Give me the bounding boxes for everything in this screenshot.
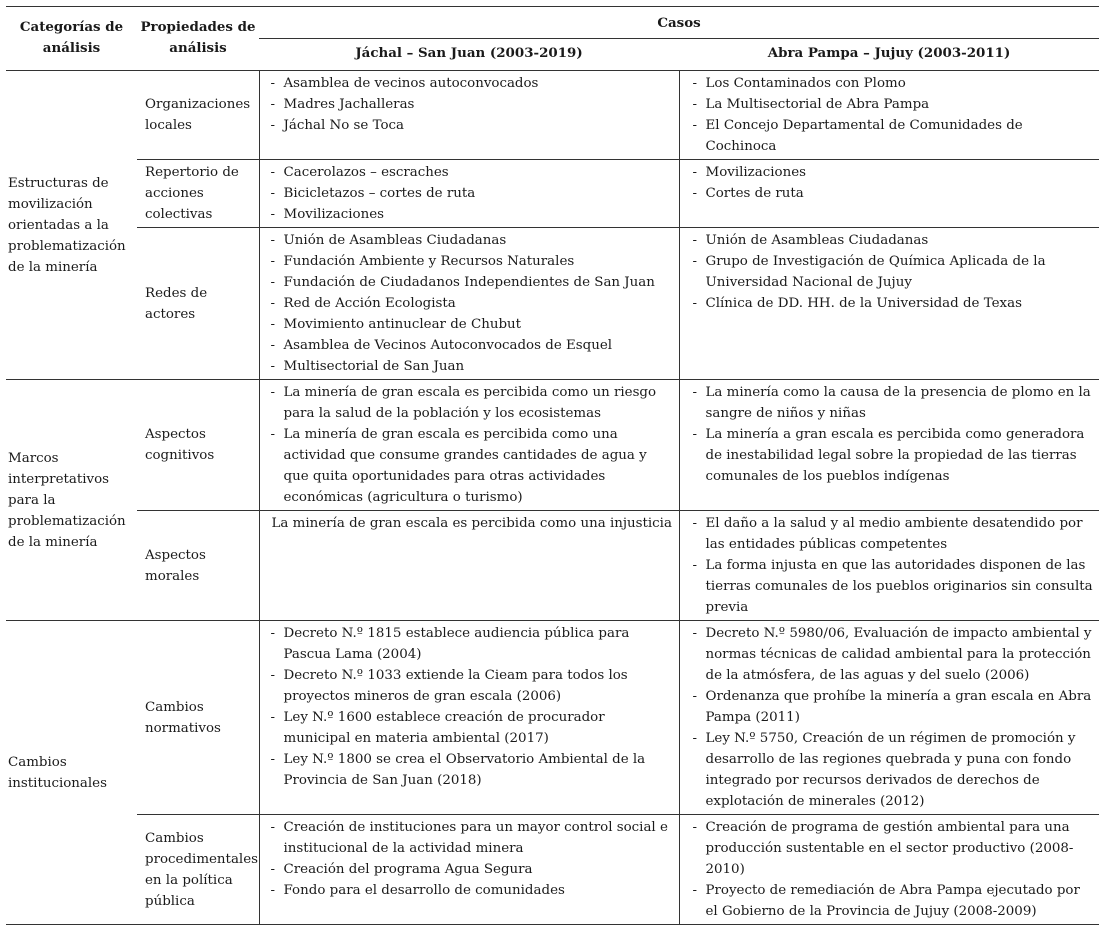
cell-text: La minería de gran escala es percibida como una injusticia [271, 516, 672, 531]
table-row [6, 160, 1099, 228]
category-label: Cambios institucionales [6, 621, 137, 925]
list-item: - Cacerolazos – escraches [266, 162, 675, 183]
cell-abra-pampa [679, 380, 1099, 511]
cell-jachal [259, 621, 679, 815]
list-item: - Asamblea de vecinos autoconvocados [266, 73, 675, 94]
list-item: - Cortes de ruta [688, 183, 1096, 204]
table-row [6, 511, 1099, 621]
bullet-list [688, 513, 1096, 618]
list-item: - Ley N.º 5750, Creación de un régimen de promoción y desarrollo de las regiones quebrada y puna con fondo integrado por recursos derivados de derechos de explotación de minerales (2012) [688, 728, 1096, 812]
list-item: - Bicicletazos – cortes de ruta [266, 183, 675, 204]
property-label: Aspectos morales [137, 511, 259, 621]
list-item: - Ordenanza que prohíbe la minería a gran escala en Abra Pampa (2011) [688, 686, 1096, 728]
cell-abra-pampa [679, 71, 1099, 160]
list-item: - Decreto N.º 1815 establece audiencia pública para Pascua Lama (2004) [266, 623, 675, 665]
header-categorias: Categorías de análisis [6, 7, 137, 71]
bullet-list [688, 162, 1096, 204]
list-item: - Red de Acción Ecologista [266, 293, 675, 314]
list-item: - Decreto N.º 1033 extiende la Cieam para todos los proyectos mineros de gran escala (2006) [266, 665, 675, 707]
list-item: - La forma injusta en que las autoridades disponen de las tierras comunales de los pueblos originarios sin consulta previa [688, 555, 1096, 618]
list-item: - La minería a gran escala es percibida como generadora de inestabilidad legal sobre la propiedad de las tierras comunales de los pueblos indígenas [688, 424, 1096, 487]
bullet-list [266, 162, 675, 225]
list-item: - Ley N.º 1600 establece creación de procurador municipal en materia ambiental (2017) [266, 707, 675, 749]
list-item: - Fundación de Ciudadanos Independientes de San Juan [266, 272, 675, 293]
header-casos: Casos [259, 7, 1099, 39]
property-label: Redes de actores [137, 228, 259, 380]
list-item: - Creación de programa de gestión ambiental para una producción sustentable en el sector productivo (2008-2010) [688, 817, 1096, 880]
property-label: Aspectos cognitivos [137, 380, 259, 511]
list-item: - Decreto N.º 5980/06, Evaluación de impacto ambiental y normas técnicas de calidad ambiental para la protección de la atmósfera, de las aguas y del suelo (2006) [688, 623, 1096, 686]
list-item: - Madres Jachalleras [266, 94, 675, 115]
list-item: - Creación de instituciones para un mayor control social e institucional de la actividad minera [266, 817, 675, 859]
list-item: - La minería de gran escala es percibida como un riesgo para la salud de la población y los ecosistemas [266, 382, 675, 424]
list-item: - La Multisectorial de Abra Pampa [688, 94, 1096, 115]
header-case-abra-pampa: Abra Pampa – Jujuy (2003-2011) [679, 39, 1099, 71]
list-item: - Fundación Ambiente y Recursos Naturales [266, 251, 675, 272]
list-item: - Unión de Asambleas Ciudadanas [266, 230, 675, 251]
property-label: Cambios normativos [137, 621, 259, 815]
category-label: Marcos interpretativos para la problematización de la minería [6, 380, 137, 621]
list-item: - La minería de gran escala es percibida como una actividad que consume grandes cantidades de agua y que quita oportunidades para otras actividades económicas (agricultura o turismo) [266, 424, 675, 508]
cell-jachal [259, 511, 679, 621]
table-row [6, 815, 1099, 925]
table-body [6, 71, 1099, 925]
table-row [6, 228, 1099, 380]
list-item: - Creación del programa Agua Segura [266, 859, 675, 880]
table-row [6, 71, 1099, 160]
list-item: - El Concejo Departamental de Comunidades de Cochinoca [688, 115, 1096, 157]
table-row [6, 380, 1099, 511]
bullet-list [266, 73, 675, 136]
table-row [6, 621, 1099, 815]
bullet-list [688, 817, 1096, 922]
list-item: - Clínica de DD. HH. de la Universidad de Texas [688, 293, 1096, 314]
cell-abra-pampa [679, 511, 1099, 621]
category-label: Estructuras de movilización orientadas a la problematización de la minería [6, 71, 137, 380]
cell-jachal [259, 228, 679, 380]
comparison-table [6, 6, 1099, 925]
cell-jachal [259, 380, 679, 511]
list-item: - Asamblea de Vecinos Autoconvocados de Esquel [266, 335, 675, 356]
list-item: - Movilizaciones [266, 204, 675, 225]
cell-jachal [259, 71, 679, 160]
cell-jachal [259, 160, 679, 228]
bullet-list [266, 230, 675, 377]
property-label: Repertorio de acciones colectivas [137, 160, 259, 228]
cell-abra-pampa [679, 228, 1099, 380]
header-propiedades: Propiedades de análisis [137, 7, 259, 71]
property-label: Cambios procedimentales en la política pública [137, 815, 259, 925]
bullet-list [688, 382, 1096, 487]
header-case-jachal: Jáchal – San Juan (2003-2019) [259, 39, 679, 71]
list-item: - La minería como la causa de la presencia de plomo en la sangre de niños y niñas [688, 382, 1096, 424]
list-item: - Movilizaciones [688, 162, 1096, 183]
property-label: Organizaciones locales [137, 71, 259, 160]
cell-abra-pampa [679, 160, 1099, 228]
list-item: - Proyecto de remediación de Abra Pampa ejecutado por el Gobierno de la Provincia de Jujuy (2008-2009) [688, 880, 1096, 922]
bullet-list [266, 623, 675, 791]
list-item: - Grupo de Investigación de Química Aplicada de la Universidad Nacional de Jujuy [688, 251, 1096, 293]
bullet-list [266, 817, 675, 901]
cell-abra-pampa [679, 815, 1099, 925]
cell-jachal [259, 815, 679, 925]
list-item: - Movimiento antinuclear de Chubut [266, 314, 675, 335]
bullet-list [266, 382, 675, 508]
bullet-list [688, 623, 1096, 812]
bullet-list [688, 73, 1096, 157]
list-item: - Ley N.º 1800 se crea el Observatorio Ambiental de la Provincia de San Juan (2018) [266, 749, 675, 791]
cell-abra-pampa [679, 621, 1099, 815]
list-item: - Multisectorial de San Juan [266, 356, 675, 377]
bullet-list [688, 230, 1096, 314]
list-item: - Unión de Asambleas Ciudadanas [688, 230, 1096, 251]
list-item: - Jáchal No se Toca [266, 115, 675, 136]
list-item: - Fondo para el desarrollo de comunidades [266, 880, 675, 901]
list-item: - Los Contaminados con Plomo [688, 73, 1096, 94]
list-item: - El daño a la salud y al medio ambiente desatendido por las entidades públicas competentes [688, 513, 1096, 555]
